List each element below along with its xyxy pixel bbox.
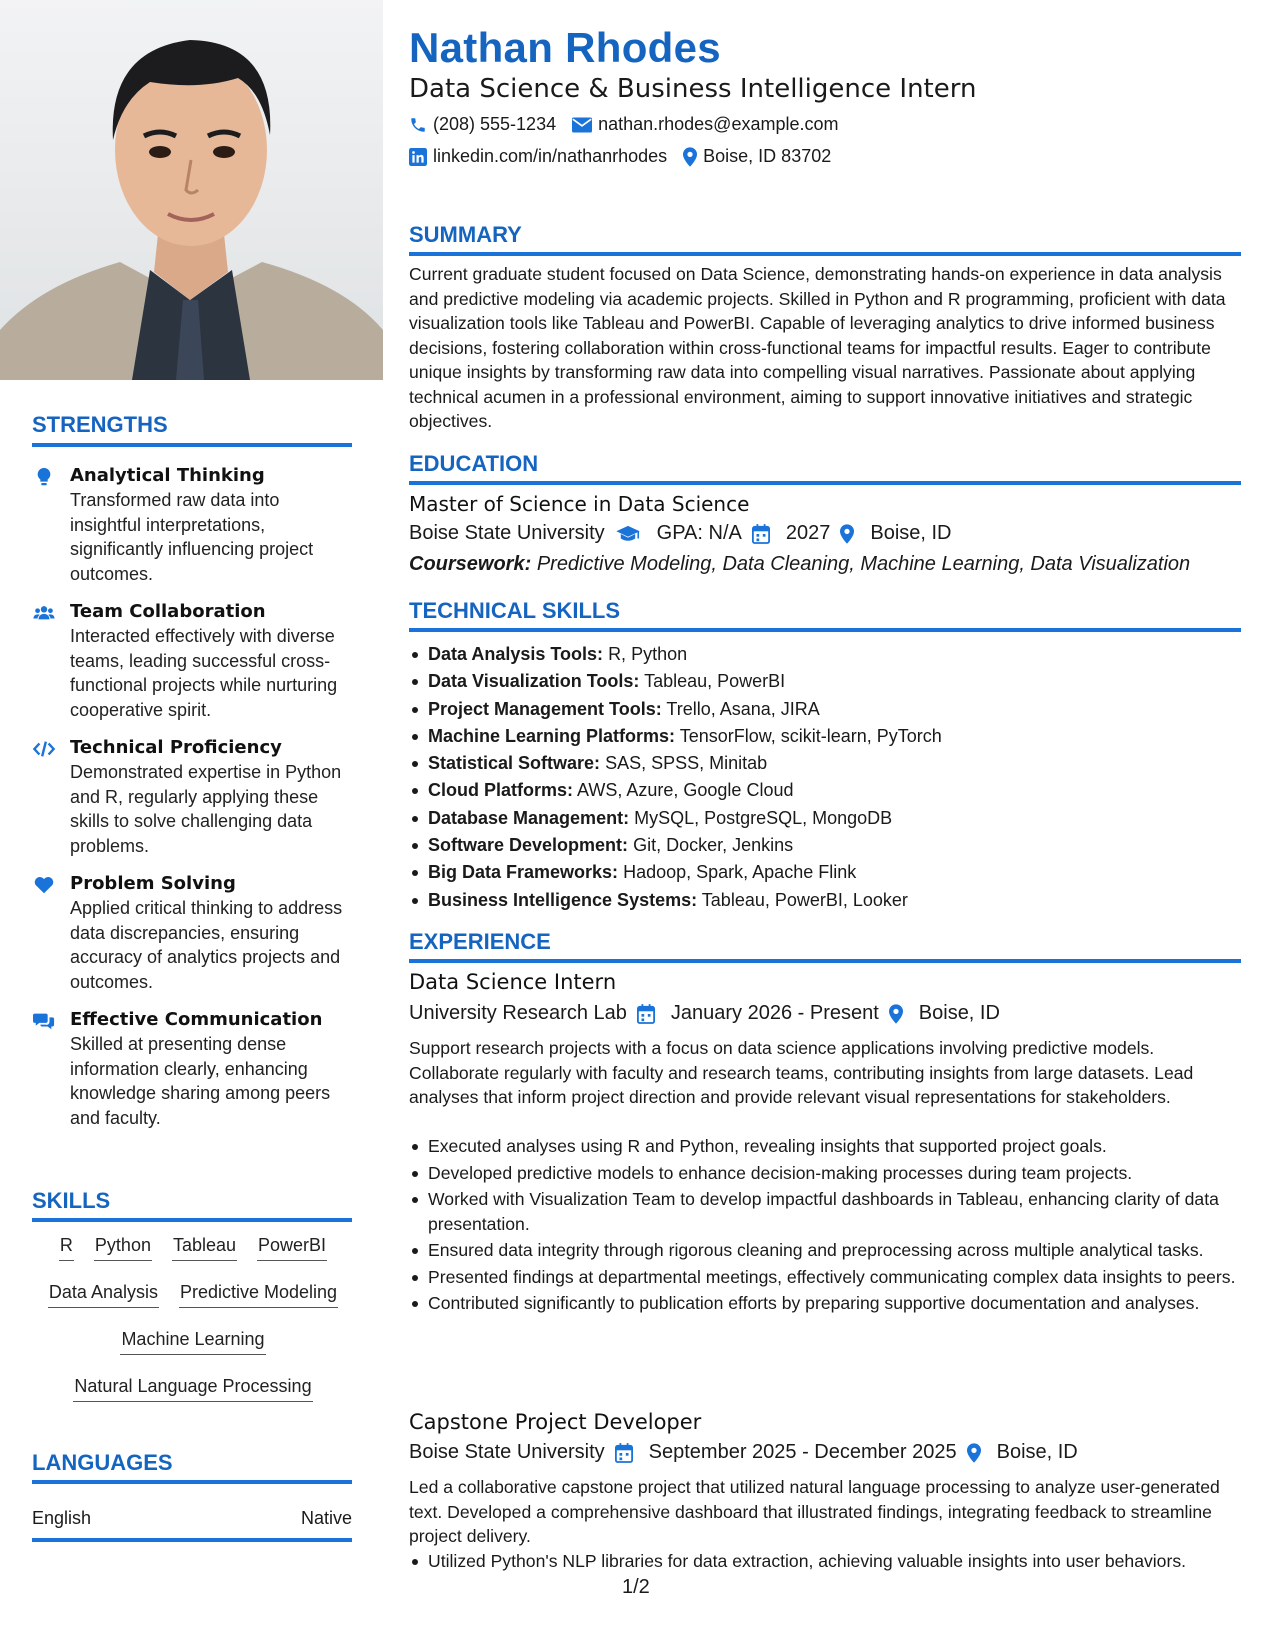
language-level-bar <box>32 1538 352 1542</box>
technical-skill-item <box>409 859 1241 886</box>
strength-desc: Applied critical thinking to address data discrepancies, ensuring accuracy of analytics projects and outcomes. <box>70 898 343 992</box>
strength-title: Problem Solving <box>70 873 236 894</box>
contact-email[interactable] <box>572 114 838 135</box>
strength-item <box>32 600 354 722</box>
skill-label: Software Development: <box>428 835 629 856</box>
skill-label: Statistical Software: <box>428 753 601 774</box>
skill-value: Hadoop, Spark, Apache Flink <box>623 862 857 883</box>
job-dates <box>671 1002 903 1025</box>
candidate-role: Data Science & Business Intelligence Intern <box>409 74 977 104</box>
job-org <box>409 1002 655 1025</box>
skill-tag: Machine Learning <box>120 1326 265 1355</box>
language-level: Native <box>300 1508 352 1528</box>
technical-skill-item <box>409 723 1241 750</box>
job-bullet: Developed predictive models to enhance decision-making processes during team projects. <box>409 1161 1241 1186</box>
education-location-text: Boise, ID <box>870 522 952 544</box>
phone-icon <box>409 116 427 134</box>
skill-value: SAS, SPSS, Minitab <box>605 753 768 774</box>
skill-tag: Data Analysis <box>48 1279 159 1308</box>
job-org <box>409 1441 633 1464</box>
job-description: Led a collaborative capstone project that utilized natural language processing to analyze user-generated text. Developed a comprehensive dashboard that illustrated findings, integrating feedback to streamline project delivery. <box>409 1477 1220 1546</box>
technical-skill-item <box>409 887 1241 914</box>
skill-label: Business Intelligence Systems: <box>428 889 698 910</box>
map-pin-icon <box>889 1004 903 1024</box>
skill-label: Machine Learning Platforms: <box>428 725 676 746</box>
job-description: Support research projects with a focus on data science applications involving predictive models. Collaborate regularly with faculty and research teams, contributing insights from large datasets. Lead analyses that inform project direction and provide relevant visual representations for stakeholders. <box>409 1038 1194 1107</box>
summary-text: Current graduate student focused on Data Science, demonstrating hands-on experience in data analysis and predictive modeling via academic projects. Skilled in Python and R programming, proficient with data visualization tools like Tableau and PowerBI. Capable of leveraging analytics to drive informed business decisions, fostering collaboration within cross-functional teams for impactful results. Eager to contribute unique insights by transforming raw data into compelling visual narratives. Passionate about applying technical acumen in a professional environment, aiming to support innovative initiatives and strategic objectives. <box>409 264 1226 431</box>
users-icon <box>32 602 56 624</box>
skill-value: Tableau, PowerBI <box>644 671 786 692</box>
calendar-icon <box>615 1443 633 1463</box>
job-location <box>997 1441 1078 1464</box>
skill-value: TensorFlow, scikit-learn, PyTorch <box>679 725 942 746</box>
job-bullet: Executed analyses using R and Python, revealing insights that supported project goals. <box>409 1134 1241 1159</box>
skill-value: R, Python <box>608 644 688 664</box>
coursework-text: Predictive Modeling, Data Cleaning, Machine Learning, Data Visualization <box>536 553 1191 575</box>
coursework-label: Coursework: <box>409 553 532 575</box>
calendar-icon <box>637 1004 655 1024</box>
skill-row <box>32 1326 354 1355</box>
job-location <box>919 1002 1000 1025</box>
technical-skill-item <box>409 777 1241 804</box>
strength-item <box>32 872 354 994</box>
strength-desc: Interacted effectively with diverse teams, leading successful cross-functional projects while nurturing cooperative spirit. <box>70 626 338 720</box>
map-pin-icon <box>967 1443 981 1463</box>
strength-desc: Transformed raw data into insightful interpretations, significantly influencing project outcomes. <box>70 490 314 584</box>
education-gpa <box>657 522 770 545</box>
technical-skill-item <box>409 832 1241 859</box>
technical-skill-item <box>409 805 1241 832</box>
contact-row-1 <box>409 114 839 135</box>
graduation-cap-icon <box>615 525 641 543</box>
skill-row <box>32 1232 354 1261</box>
strengths-list <box>32 464 354 1144</box>
job-org-text: Boise State University <box>409 1441 605 1463</box>
job-location-text: Boise, ID <box>996 1441 1078 1463</box>
job-title: Data Science Intern <box>409 970 617 994</box>
coursework-line <box>409 553 1190 576</box>
skills-tags <box>32 1232 354 1420</box>
gpa-text: GPA: N/A <box>656 522 742 544</box>
job-dates-text: September 2025 - December 2025 <box>648 1441 957 1463</box>
technical-skill-item <box>409 641 1241 668</box>
year-text: 2027 <box>785 522 831 544</box>
profile-photo <box>0 0 383 380</box>
skill-label: Cloud Platforms: <box>428 780 574 801</box>
location-text: Boise, ID 83702 <box>703 146 832 166</box>
skill-tag: PowerBI <box>257 1232 327 1261</box>
job-dates-text: January 2026 - Present <box>670 1002 879 1024</box>
skill-tag: Predictive Modeling <box>179 1279 338 1308</box>
skill-row <box>32 1279 354 1308</box>
job-meta <box>409 1002 1016 1025</box>
chat-icon <box>32 1010 56 1032</box>
technical-skills-heading: TECHNICAL SKILLS <box>409 598 621 623</box>
code-icon <box>32 738 56 760</box>
strength-title: Team Collaboration <box>70 601 266 622</box>
skill-row <box>32 1373 354 1402</box>
job-meta <box>409 1441 1094 1464</box>
strength-item <box>32 464 354 586</box>
skill-value: Git, Docker, Jenkins <box>633 835 794 856</box>
strength-item <box>32 1008 354 1130</box>
strength-desc: Demonstrated expertise in Python and R, regularly applying these skills to solve challenging data problems. <box>70 762 342 856</box>
contact-row-2 <box>409 146 831 167</box>
linkedin-text: linkedin.com/in/nathanrhodes <box>433 146 668 166</box>
technical-skills-list <box>409 641 1241 914</box>
strength-title: Analytical Thinking <box>70 465 265 486</box>
job-bullets <box>409 1549 1241 1576</box>
calendar-icon <box>752 524 770 544</box>
skill-label: Database Management: <box>428 807 630 828</box>
technical-skill-item <box>409 696 1241 723</box>
job-title: Capstone Project Developer <box>409 1410 702 1434</box>
technical-skills-rule <box>409 628 1241 632</box>
skills-heading: SKILLS <box>32 1188 111 1213</box>
skill-value: AWS, Azure, Google Cloud <box>577 780 794 801</box>
education-degree: Master of Science in Data Science <box>409 492 750 516</box>
languages-heading: LANGUAGES <box>32 1450 173 1475</box>
job-bullets <box>409 1134 1241 1318</box>
job-bullet: Ensured data integrity through rigorous cleaning and preprocessing across multiple analytical tasks. <box>409 1238 1241 1263</box>
skill-value: Trello, Asana, JIRA <box>666 698 820 719</box>
job-bullet: Worked with Visualization Team to develop impactful dashboards in Tableau, enhancing clarity of data presentation. <box>409 1187 1241 1236</box>
experience-heading: EXPERIENCE <box>409 929 551 954</box>
skill-tag: Tableau <box>172 1232 237 1261</box>
strength-title: Effective Communication <box>70 1009 323 1030</box>
skill-value: MySQL, PostgreSQL, MongoDB <box>634 807 893 828</box>
skill-value: Tableau, PowerBI, Looker <box>701 889 908 910</box>
skill-label: Big Data Frameworks: <box>428 862 619 883</box>
lightbulb-icon <box>32 466 56 488</box>
education-year <box>786 522 855 545</box>
education-rule <box>409 481 1241 485</box>
strengths-heading: STRENGTHS <box>32 412 168 437</box>
skill-tag: Natural Language Processing <box>73 1373 312 1402</box>
strengths-rule <box>32 443 352 447</box>
technical-skill-item <box>409 750 1241 777</box>
skills-rule <box>32 1218 352 1222</box>
candidate-name: Nathan Rhodes <box>409 24 721 71</box>
skill-label: Project Management Tools: <box>428 698 662 719</box>
skill-tag: Python <box>94 1232 152 1261</box>
contact-location <box>683 146 831 167</box>
education-meta <box>409 522 968 545</box>
language-item <box>32 1508 352 1529</box>
page-number: 1/2 <box>622 1576 650 1598</box>
strength-title: Technical Proficiency <box>70 737 282 758</box>
skill-label: Data Visualization Tools: <box>428 671 640 692</box>
job-bullet: Presented findings at departmental meetings, effectively communicating complex data insights to peers. <box>409 1265 1241 1290</box>
phone-text: (208) 555-1234 <box>433 114 557 134</box>
contact-phone <box>409 114 556 135</box>
job-bullet: Utilized Python's NLP libraries for data extraction, achieving valuable insights into user behaviors. <box>409 1549 1241 1574</box>
strength-desc: Skilled at presenting dense information clearly, enhancing knowledge sharing among peers and faculty. <box>70 1034 331 1128</box>
left-column <box>0 0 383 1650</box>
job-bullet: Contributed significantly to publication efforts by preparing supportive documentation and analyses. <box>409 1291 1241 1316</box>
heart-icon <box>32 874 56 896</box>
envelope-icon <box>572 117 592 133</box>
summary-rule <box>409 252 1241 256</box>
map-pin-icon <box>840 524 854 544</box>
strength-item <box>32 736 354 858</box>
language-name: English <box>32 1508 92 1528</box>
languages-rule <box>32 1480 352 1484</box>
summary-heading: SUMMARY <box>409 222 522 247</box>
job-dates <box>649 1441 981 1464</box>
school-text: Boise State University <box>409 522 605 544</box>
linkedin-icon <box>409 148 427 166</box>
email-text: nathan.rhodes@example.com <box>598 114 839 134</box>
map-pin-icon <box>683 147 697 167</box>
portrait-illustration <box>0 0 383 380</box>
education-school <box>409 522 641 545</box>
contact-linkedin[interactable] <box>409 146 667 167</box>
job-org-text: University Research Lab <box>409 1002 627 1024</box>
skill-label: Data Analysis Tools: <box>428 644 604 664</box>
experience-rule <box>409 959 1241 963</box>
education-heading: EDUCATION <box>409 451 539 476</box>
education-location <box>870 522 951 545</box>
technical-skill-item <box>409 668 1241 695</box>
job-location-text: Boise, ID <box>918 1002 1000 1024</box>
skill-tag: R <box>59 1232 74 1261</box>
